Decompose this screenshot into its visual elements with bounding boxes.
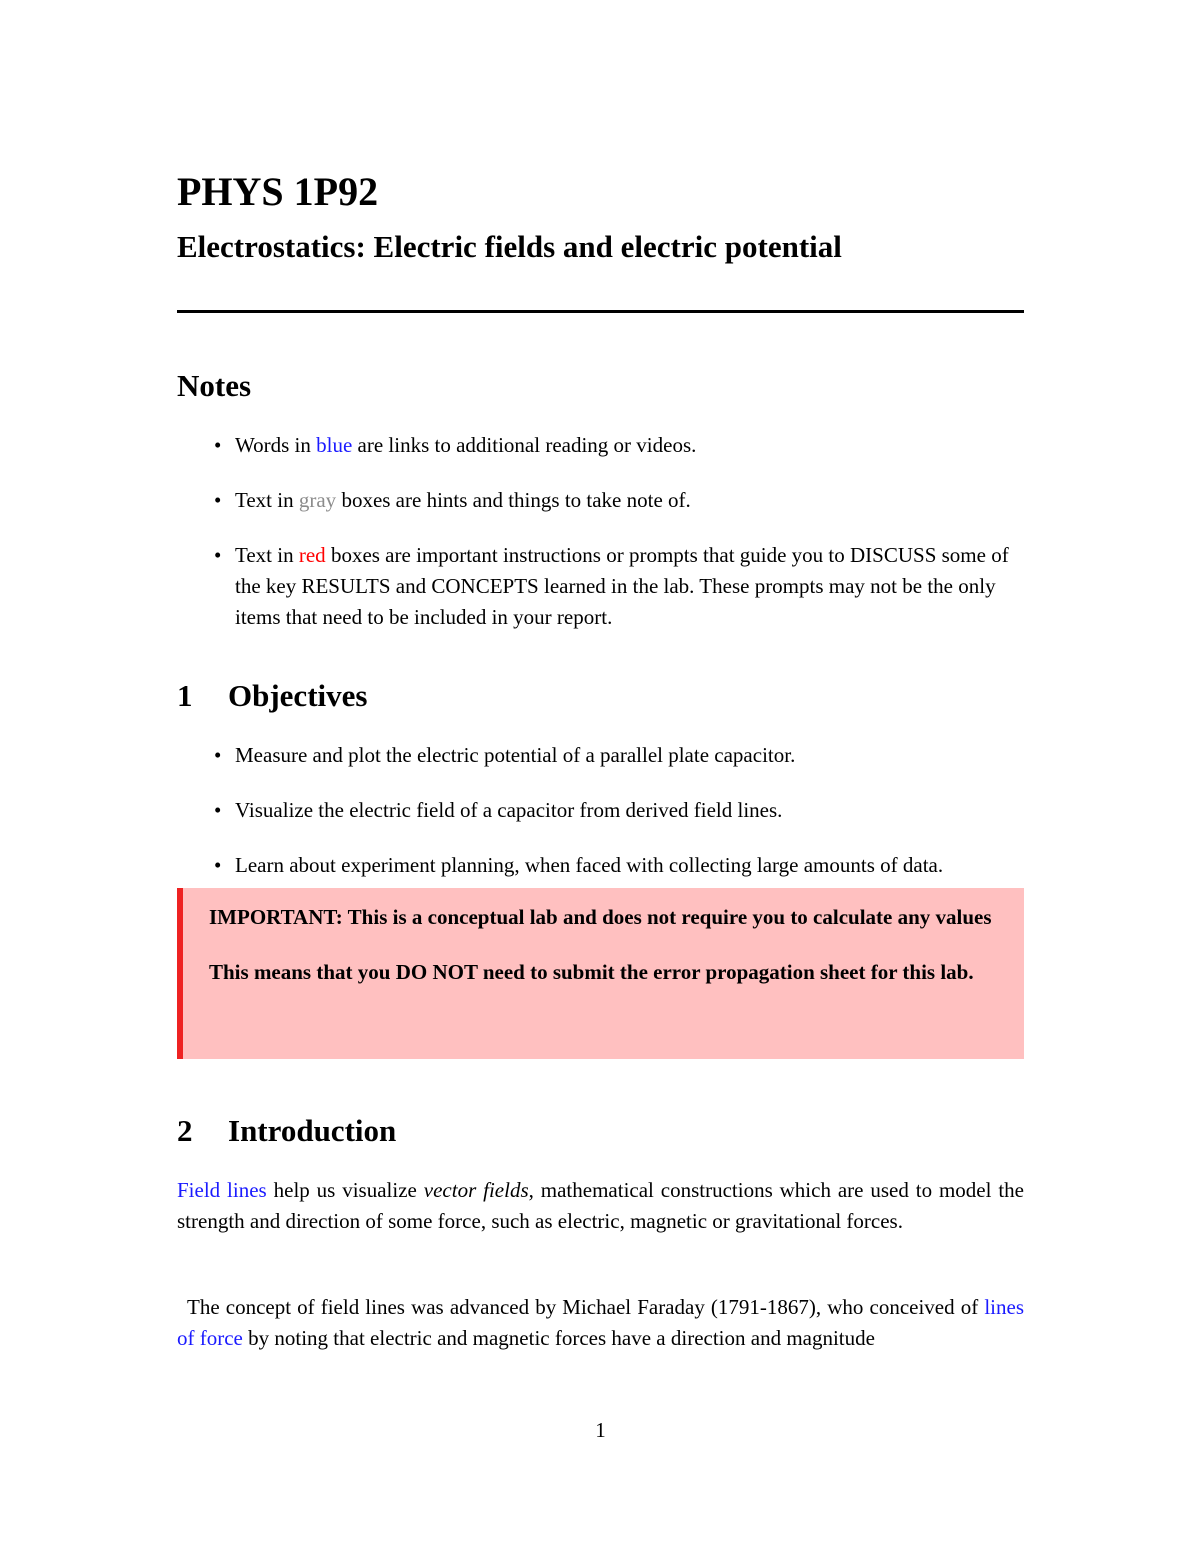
- list-item: [177, 740, 1024, 771]
- bullet-icon: •: [214, 543, 222, 567]
- paragraph-text: , mathematical constructions which are used to model the strength and direction of some force, such as electric, magnetic or gravitational forces.: [177, 1178, 1025, 1233]
- section-number: 1: [177, 678, 193, 713]
- bullet-icon: •: [214, 488, 222, 512]
- color-word-blue: blue: [316, 433, 353, 457]
- list-item: [177, 485, 1024, 516]
- note-text: are links to additional reading or videos.: [352, 433, 697, 457]
- list-item: [177, 795, 1024, 826]
- objectives-list: [177, 740, 1024, 881]
- error-sheet-notice: This means that you DO NOT need to submit the error propagation sheet for this lab.: [209, 960, 974, 984]
- bullet-icon: •: [214, 853, 222, 877]
- paragraph-text: by noting that electric and magnetic forces have a direction and magnitude: [242, 1326, 875, 1350]
- lines-of-force-link[interactable]: lines of force: [177, 1295, 1024, 1350]
- section-number: 2: [177, 1113, 193, 1148]
- note-text: Text in: [235, 488, 299, 512]
- important-callout-box: [177, 888, 1024, 1059]
- notes-list: [177, 430, 1024, 633]
- notes-heading: Notes: [177, 368, 252, 403]
- objective-text: Learn about experiment planning, when faced with collecting large amounts of data.: [235, 853, 944, 877]
- objectives-heading: [177, 677, 367, 715]
- note-text: boxes are hints and things to take note of.: [336, 488, 691, 512]
- vector-fields-emphasis: vector fields: [423, 1178, 529, 1202]
- intro-paragraph-2: [177, 1292, 1024, 1354]
- lab-subtitle: Electrostatics: Electric fields and electric potential: [177, 229, 842, 264]
- bullet-icon: •: [214, 743, 222, 767]
- bullet-icon: •: [214, 433, 222, 457]
- objective-text: Measure and plot the electric potential of a parallel plate capacitor.: [235, 743, 796, 767]
- objective-text: Visualize the electric field of a capacitor from derived field lines.: [235, 798, 783, 822]
- list-item: [177, 430, 1024, 461]
- introduction-heading: [177, 1112, 396, 1150]
- note-text: boxes are important instructions or prompts that guide you to DISCUSS some of the key RESULTS and CONCEPTS learned in the lab. These prompts may not be the only items that need to be included in your report.: [235, 543, 1009, 629]
- intro-paragraph-1: [177, 1175, 1024, 1237]
- important-notice: IMPORTANT: This is a conceptual lab and does not require you to calculate any values: [209, 905, 992, 929]
- course-title: PHYS 1P92: [177, 169, 379, 214]
- paragraph-text: The concept of field lines was advanced by Michael Faraday (1791-1867), who conceived of: [187, 1295, 985, 1319]
- page-number: 1: [595, 1418, 606, 1442]
- color-word-gray: gray: [298, 488, 337, 512]
- list-item: [177, 540, 1024, 633]
- note-text: Words in: [235, 433, 317, 457]
- color-word-red: red: [298, 543, 326, 567]
- section-title: Objectives: [228, 678, 368, 713]
- paragraph-text: help us visualize: [266, 1178, 424, 1202]
- list-item: [177, 850, 1024, 881]
- bullet-icon: •: [214, 798, 222, 822]
- section-title: Introduction: [228, 1113, 397, 1148]
- title-divider: [177, 310, 1024, 313]
- field-lines-link[interactable]: Field lines: [177, 1178, 267, 1202]
- note-text: Text in: [235, 543, 299, 567]
